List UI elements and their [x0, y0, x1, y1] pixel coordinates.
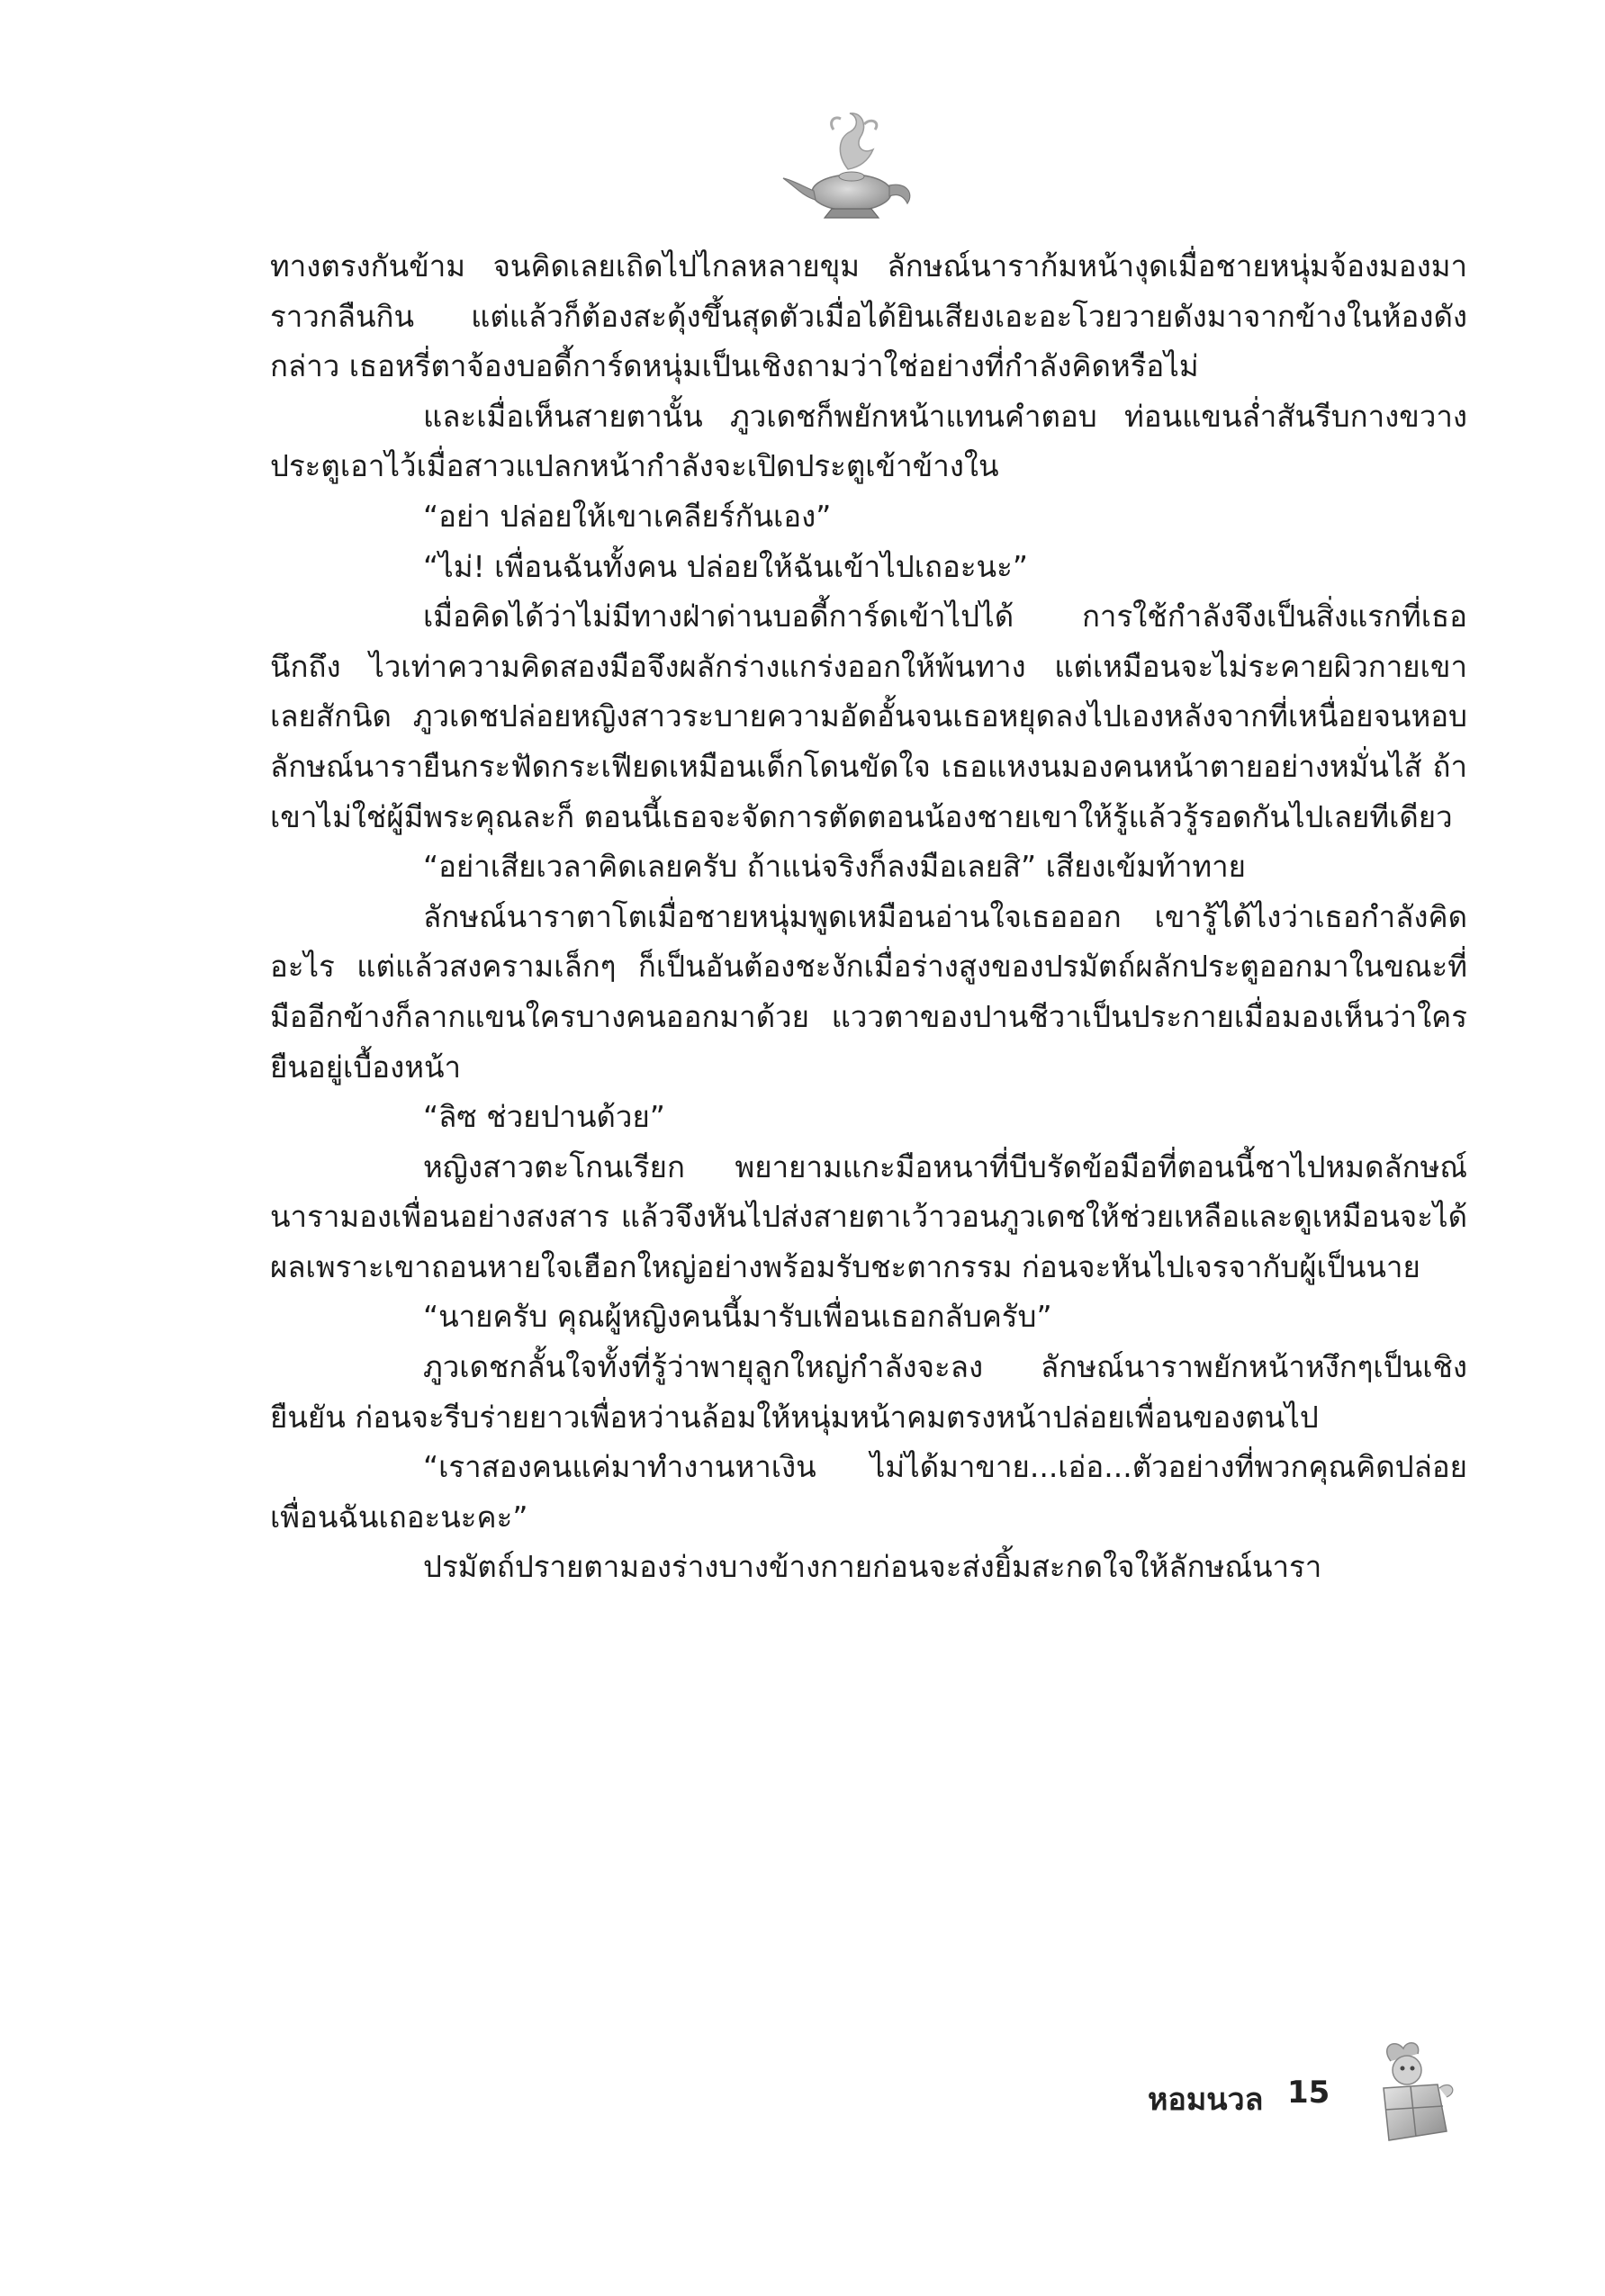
- dialogue-line: “นายครับ คุณผู้หญิงคนนี้มารับเพื่อนเธอกลับครับ”: [423, 1299, 1052, 1335]
- story-text: [270, 241, 1467, 1592]
- dialogue-line: “อย่า ปล่อยให้เขาเคลียร์กันเอง”: [423, 498, 832, 534]
- paragraph: ทางตรงกันข้าม จนคิดเลยเถิดไปไกลหลายขุม ลักษณ์นาราก้มหน้างุดเมื่อชายหนุ่มจ้องมองมาราวกลืนกิน แต่แล้วก็ต้องสะดุ้งขึ้นสุดตัวเมื่อได้ยินเสียงเอะอะโวยวายดังมาจากข้างในห้องดังกล่าว เธอหรี่ตาจ้องบอดี้การ์ดหนุ่มเป็นเชิงถามว่าใช่อย่างที่กำลังคิดหรือไม่: [270, 248, 1467, 384]
- fairy-gift-icon: [1364, 2034, 1463, 2151]
- footer-title: หอมนวล: [1148, 2082, 1264, 2118]
- paragraph: หญิงสาวตะโกนเรียก พยายามแกะมือหนาที่บีบรัดข้อมือที่ตอนนี้ชาไปหมดลักษณ์นารามองเพื่อนอย่างสงสาร แล้วจึงหันไปส่งสายตาเว้าวอนภูวเดชให้ช่วยเหลือและดูเหมือนจะได้ผลเพราะเขาถอนหายใจเฮือกใหญ่อย่างพร้อมรับชะตากรรม ก่อนจะหันไปเจรจากับผู้เป็นนาย: [270, 1148, 1467, 1284]
- page-number: 15: [1287, 2075, 1330, 2111]
- dialogue-line: “เราสองคนแค่มาทำงานหาเงิน ไม่ได้มาขาย...เอ่อ...ตัวอย่างที่พวกคุณคิดปล่อยเพื่อนฉันเถอะนะคะ”: [270, 1449, 1467, 1535]
- paragraph: ปรมัตถ์ปรายตามองร่างบางข้างกายก่อนจะส่งยิ้มสะกดใจให้ลักษณ์นารา: [423, 1549, 1322, 1585]
- paragraph: และเมื่อเห็นสายตานั้น ภูวเดชก็พยักหน้าแทนคำตอบ ท่อนแขนล่ำสันรีบกางขวางประตูเอาไว้เมื่อสาวแปลกหน้ากำลังจะเปิดประตูเข้าข้างใน: [270, 398, 1467, 484]
- dialogue-line: “ไม่! เพื่อนฉันทั้งคน ปล่อยให้ฉันเข้าไปเถอะนะ”: [423, 548, 1028, 584]
- paragraph: ลักษณ์นาราตาโตเมื่อชายหนุ่มพูดเหมือนอ่านใจเธอออก เขารู้ได้ไงว่าเธอกำลังคิดอะไร แต่แล้วสงครามเล็กๆ ก็เป็นอันต้องชะงักเมื่อร่างสูงของปรมัตถ์ผลักประตูออกมาในขณะที่มืออีกข้างก็ลากแขนใครบางคนออกมาด้วย แววตาของปานชีวาเป็นประกายเมื่อมองเห็นว่าใครยืนอยู่เบื้องหน้า: [270, 898, 1467, 1085]
- genie-lamp-icon: [774, 106, 927, 223]
- paragraph: เมื่อคิดได้ว่าไม่มีทางฝ่าด่านบอดี้การ์ดเข้าไปได้ การใช้กำลังจึงเป็นสิ่งแรกที่เธอนึกถึง ไวเท่าความคิดสองมือจึงผลักร่างแกร่งออกให้พ้นทาง แต่เหมือนจะไม่ระคายผิวกายเขาเลยสักนิด ภูวเดชปล่อยหญิงสาวระบายความอัดอั้นจนเธอหยุดลงไปเองหลังจากที่เหนื่อยจนหอบ ลักษณ์นารายืนกระฟัดกระเฟียดเหมือนเด็กโดนขัดใจ เธอแหงนมองคนหน้าตายอย่างหมั่นไส้ ถ้าเขาไม่ใช่ผู้มีพระคุณละก็ ตอนนี้เธอจะจัดการตัดตอนน้องชายเขาให้รู้แล้วรู้รอดกันไปเลยทีเดียว: [270, 599, 1467, 834]
- dialogue-line: “อย่าเสียเวลาคิดเลยครับ ถ้าแน่จริงก็ลงมือเลยสิ” เสียงเข้มท้าทาย: [423, 849, 1247, 885]
- dialogue-line: “ลิซ ช่วยปานด้วย”: [423, 1099, 665, 1135]
- paragraph: ภูวเดชกลั้นใจทั้งที่รู้ว่าพายุลูกใหญ่กำลังจะลง ลักษณ์นาราพยักหน้าหงึกๆเป็นเชิงยืนยัน ก่อนจะรีบร่ายยาวเพื่อหว่านล้อมให้หนุ่มหน้าคมตรงหน้าปล่อยเพื่อนของตนไป: [270, 1349, 1467, 1435]
